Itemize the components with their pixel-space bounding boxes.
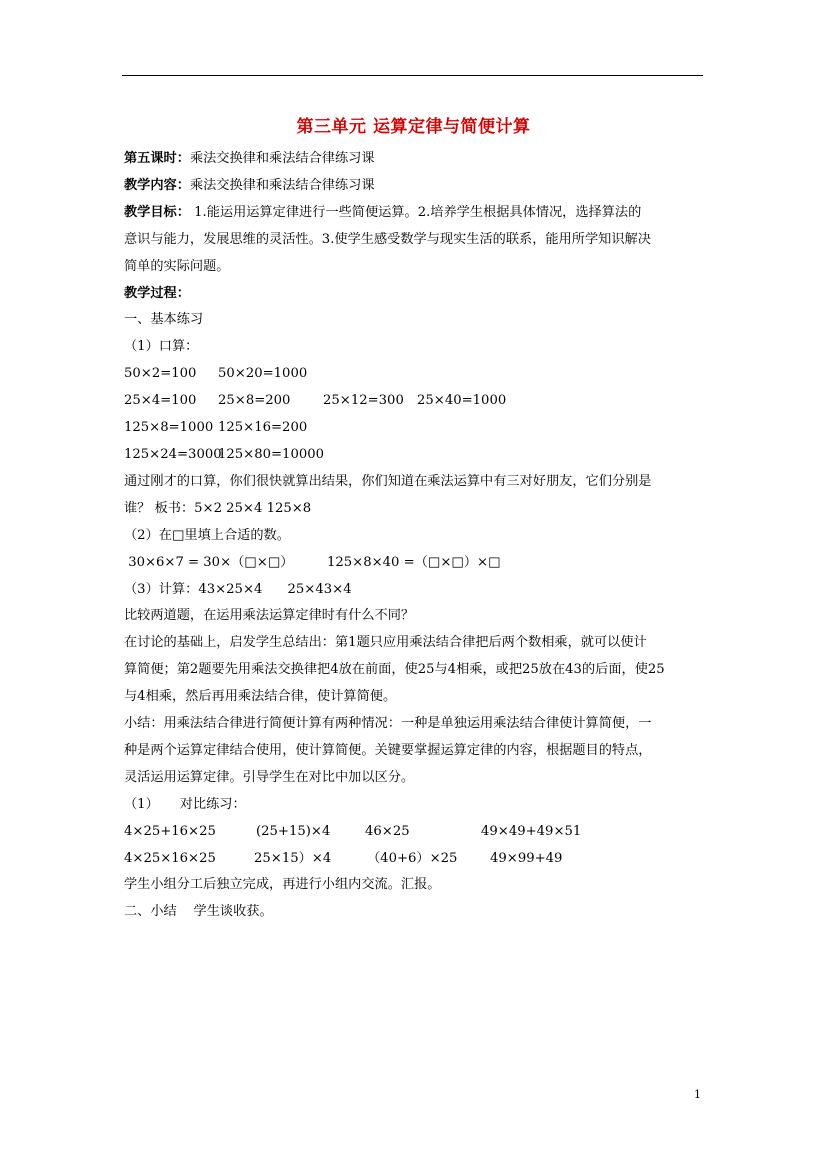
oral-row [124, 388, 704, 415]
question-line: 谁？ 板书：5×2 25×4 125×8 [124, 500, 312, 516]
contrast-item: 46×25 [365, 823, 410, 839]
contrast-item: （40+6）×25 [367, 850, 458, 866]
question-line: 通过刚才的口算，你们很快就算出结果，你们知道在乘法运算中有三对好朋友，它们分别是 [124, 473, 652, 489]
contrast-item: 4×25+16×25 [124, 823, 216, 839]
discussion-line: 算简便；第2题要先用乘法交换律把4放在前面，使25与4相乘，或把25放在43的后面，使25 [124, 662, 665, 678]
content-line [124, 173, 704, 200]
process-label: 教学过程： [124, 285, 190, 301]
contrast-row [124, 846, 704, 873]
oral-row [124, 361, 704, 388]
oral-row [124, 415, 704, 442]
oral-item: 125×8=1000 [124, 420, 214, 436]
oral-item: 25×12=300 [323, 393, 404, 409]
section-heading: 二、小结 学生谈收获。 [124, 904, 273, 920]
goals-line: 意识与能力，发展思维的灵活性。3.使学生感受数学与现实生活的联系，能用所学知识解决 [124, 231, 651, 247]
fill-label: （2）在□里填上合适的数。 [124, 527, 290, 543]
contrast-item: 25×15）×4 [254, 850, 332, 866]
contrast-item: 4×25×16×25 [124, 850, 216, 866]
discussion-line: 与4相乘，然后再用乘法结合律，使计算简便。 [124, 689, 397, 705]
oral-item: 125×16=200 [218, 420, 308, 436]
lesson-text: 乘法交换律和乘法结合律练习课 [189, 151, 375, 166]
summary-paragraph [124, 711, 704, 792]
oral-item: 125×80=10000 [218, 446, 325, 462]
page-title: 第三单元 运算定律与简便计算 [296, 117, 531, 137]
summary-line: 灵活运用运算定律。引导学生在对比中加以区分。 [124, 769, 415, 785]
oral-item: 125×24=3000 [124, 446, 222, 462]
oral-item: 25×40=1000 [417, 393, 507, 409]
content-label: 教学内容： [124, 177, 190, 193]
lesson-label: 第五课时： [124, 151, 190, 166]
question-paragraph [124, 469, 704, 523]
oral-row [124, 442, 704, 469]
oral-item: 50×2=100 [124, 366, 197, 382]
goals-line: 简单的实际问题。 [124, 258, 230, 274]
discussion-paragraph [124, 630, 704, 711]
goals-label: 教学目标： [124, 204, 190, 220]
oral-item: 25×4=100 [124, 393, 197, 409]
contrast-item: 49×49+49×51 [481, 823, 582, 839]
document-body [124, 146, 704, 926]
section-heading: 一、基本练习 [124, 312, 204, 328]
compute-line: （3）计算：43×25×4 25×43×4 [124, 581, 352, 597]
header-rule [122, 75, 703, 76]
content-text: 乘法交换律和乘法结合律练习课 [189, 177, 375, 193]
compare-line: 比较两道题，在运用乘法运算定律时有什么不同？ [124, 608, 415, 624]
contrast-item: (25+15)×4 [256, 823, 331, 839]
contrast-item: 49×99+49 [490, 850, 563, 866]
summary-line: 小结：用乘法结合律进行简便计算有两种情况：一种是单独运用乘法结合律使计算简便，一 [124, 716, 652, 732]
goals-line: 1.能运用运算定律进行一些简便运算。2.培养学生根据具体情况，选择算法的 [189, 204, 642, 220]
page-number: 1 [694, 1088, 701, 1101]
discussion-line: 在讨论的基础上，启发学生总结出：第1题只应用乘法结合律把后两个数相乘，就可以使计 [124, 635, 647, 651]
contrast-row [124, 819, 704, 846]
fill-line: 30×6×7 = 30×（□×□） 125×8×40 =（□×□）×□ [124, 554, 501, 570]
summary-line: 种是两个运算定律结合使用，使计算简便。关键要掌握运算定律的内容，根据题目的特点， [124, 742, 652, 758]
lesson-line [124, 146, 704, 173]
goals-paragraph [124, 200, 704, 281]
oral-item: 25×8=200 [218, 393, 291, 409]
contrast-label: （1） 对比练习： [124, 796, 246, 812]
oral-item: 50×20=1000 [218, 366, 308, 382]
group-line: 学生小组分工后独立完成，再进行小组内交流。汇报。 [124, 877, 441, 893]
oral-label: （1）口算： [124, 339, 199, 355]
